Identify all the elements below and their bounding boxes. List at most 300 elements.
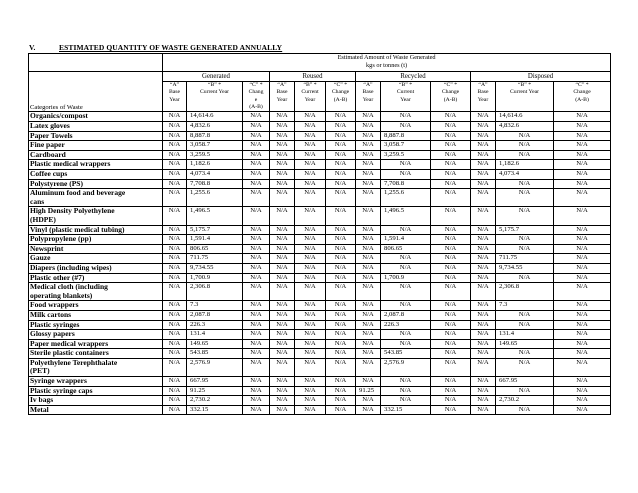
- table-cell: N/A: [163, 254, 187, 264]
- table-cell: N/A: [270, 283, 295, 301]
- table-cell: N/A: [270, 301, 295, 311]
- table-cell: N/A: [496, 244, 554, 254]
- table-cell: N/A: [554, 207, 611, 225]
- table-cell: 226.3: [187, 320, 243, 330]
- table-cell: 2,576.9: [187, 358, 243, 376]
- table-row: [29, 254, 611, 264]
- table-cell: N/A: [471, 131, 496, 141]
- table-cell: 711.75: [496, 254, 554, 264]
- table-cell: N/A: [431, 131, 471, 141]
- table-cell: N/A: [326, 244, 356, 254]
- table-cell: N/A: [295, 122, 326, 132]
- waste-category: [29, 320, 163, 330]
- column-header-line: Chang: [248, 89, 264, 96]
- table-cell: N/A: [356, 150, 381, 160]
- section-number: V.: [29, 43, 36, 52]
- waste-category-line: (PET): [30, 366, 50, 376]
- waste-category: [29, 310, 163, 320]
- table-cell: N/A: [163, 263, 187, 273]
- table-cell: N/A: [381, 225, 431, 235]
- table-row: [29, 405, 611, 415]
- table-cell: N/A: [554, 122, 611, 132]
- table-cell: N/A: [496, 273, 554, 283]
- table-cell: N/A: [295, 207, 326, 225]
- table-cell: N/A: [356, 244, 381, 254]
- table-cell: N/A: [163, 122, 187, 132]
- waste-category: [29, 358, 163, 376]
- table-cell: N/A: [163, 179, 187, 189]
- table-row: [29, 122, 611, 132]
- table-cell: N/A: [295, 349, 326, 359]
- table-cell: N/A: [270, 225, 295, 235]
- column-header: [496, 81, 554, 112]
- waste-category-line: Plastic syringe caps: [30, 386, 93, 395]
- table-cell: N/A: [326, 405, 356, 415]
- table-cell: N/A: [356, 225, 381, 235]
- waste-category: [29, 112, 163, 122]
- table-cell: 1,591.4: [187, 235, 243, 245]
- table-cell: N/A: [554, 189, 611, 207]
- waste-category-line: (HDPE): [30, 214, 56, 224]
- table-cell: N/A: [243, 320, 270, 330]
- column-header-line: Change: [331, 89, 350, 96]
- table-cell: 131.4: [187, 330, 243, 340]
- waste-category-line: operating blankets): [30, 290, 93, 300]
- table-cell: N/A: [163, 160, 187, 170]
- column-header-line: e: [254, 96, 258, 103]
- table-cell: N/A: [471, 254, 496, 264]
- table-cell: N/A: [326, 396, 356, 406]
- waste-category: [29, 386, 163, 396]
- table-cell: N/A: [496, 405, 554, 415]
- table-cell: N/A: [295, 235, 326, 245]
- table-cell: N/A: [270, 207, 295, 225]
- group-reused: Reused: [270, 71, 356, 81]
- table-cell: N/A: [496, 131, 554, 141]
- table-cell: 7.3: [187, 301, 243, 311]
- table-cell: 91.25: [356, 386, 381, 396]
- table-cell: N/A: [243, 396, 270, 406]
- header-categories-of-waste: Categories of Waste: [29, 71, 163, 112]
- waste-category: [29, 273, 163, 283]
- table-cell: N/A: [554, 112, 611, 122]
- table-cell: N/A: [471, 112, 496, 122]
- column-header: [270, 81, 295, 112]
- table-cell: N/A: [356, 349, 381, 359]
- table-cell: N/A: [496, 207, 554, 225]
- table-cell: N/A: [356, 160, 381, 170]
- waste-category-line: Polystyrene (PS): [30, 179, 83, 188]
- table-cell: N/A: [496, 150, 554, 160]
- table-cell: 1,182.6: [187, 160, 243, 170]
- table-cell: N/A: [270, 244, 295, 254]
- table-cell: 1,700.9: [381, 273, 431, 283]
- table-cell: N/A: [381, 170, 431, 180]
- column-header-line: Year: [276, 96, 288, 103]
- table-cell: N/A: [381, 339, 431, 349]
- waste-category: [29, 160, 163, 170]
- table-cell: N/A: [356, 189, 381, 207]
- table-cell: N/A: [496, 349, 554, 359]
- waste-category: [29, 225, 163, 235]
- column-header: [356, 81, 381, 112]
- table-cell: N/A: [243, 112, 270, 122]
- group-disposed: Disposed: [471, 71, 611, 81]
- table-cell: 332.15: [381, 405, 431, 415]
- waste-category: [29, 179, 163, 189]
- table-cell: 1,255.6: [187, 189, 243, 207]
- column-header-line: Year: [477, 96, 489, 103]
- table-cell: N/A: [431, 189, 471, 207]
- table-cell: N/A: [243, 273, 270, 283]
- table-cell: N/A: [270, 405, 295, 415]
- table-cell: 2,087.8: [187, 310, 243, 320]
- table-cell: N/A: [163, 396, 187, 406]
- waste-category: [29, 207, 163, 225]
- table-cell: N/A: [554, 320, 611, 330]
- table-cell: N/A: [431, 358, 471, 376]
- waste-category: [29, 170, 163, 180]
- table-cell: N/A: [326, 150, 356, 160]
- table-cell: N/A: [356, 131, 381, 141]
- table-cell: N/A: [471, 150, 496, 160]
- column-header-line: Year: [169, 96, 180, 103]
- table-row: [29, 225, 611, 235]
- table-cell: N/A: [431, 254, 471, 264]
- table-row: [29, 207, 611, 225]
- table-cell: N/A: [496, 386, 554, 396]
- group-generated: Generated: [163, 71, 270, 81]
- column-header-line: Year: [362, 96, 374, 103]
- table-row: [29, 349, 611, 359]
- table-cell: N/A: [356, 301, 381, 311]
- table-cell: N/A: [163, 310, 187, 320]
- table-cell: N/A: [326, 330, 356, 340]
- table-row: [29, 339, 611, 349]
- table-cell: N/A: [431, 207, 471, 225]
- table-cell: N/A: [163, 386, 187, 396]
- table-row: [29, 112, 611, 122]
- table-row: [29, 263, 611, 273]
- table-cell: N/A: [295, 396, 326, 406]
- table-cell: N/A: [243, 358, 270, 376]
- table-cell: N/A: [356, 141, 381, 151]
- table-cell: N/A: [431, 386, 471, 396]
- table-cell: N/A: [356, 330, 381, 340]
- table-cell: N/A: [270, 320, 295, 330]
- table-row: [29, 141, 611, 151]
- table-cell: N/A: [243, 225, 270, 235]
- table-cell: 1,496.5: [187, 207, 243, 225]
- table-cell: N/A: [163, 207, 187, 225]
- waste-category-line: Aluminum food and beverage: [30, 188, 126, 198]
- table-cell: 4,073.4: [187, 170, 243, 180]
- table-cell: N/A: [326, 386, 356, 396]
- table-cell: N/A: [471, 170, 496, 180]
- table-cell: N/A: [431, 396, 471, 406]
- waste-category-line: Syringe wrappers: [30, 376, 87, 386]
- table-cell: 2,730.2: [496, 396, 554, 406]
- table-cell: N/A: [554, 225, 611, 235]
- table-cell: N/A: [554, 160, 611, 170]
- table-cell: N/A: [356, 358, 381, 376]
- column-header-line: Current Year: [199, 89, 230, 96]
- table-row: [29, 377, 611, 387]
- table-cell: 543.85: [187, 349, 243, 359]
- column-header-line: “C” *: [575, 81, 589, 88]
- table-cell: N/A: [356, 122, 381, 132]
- table-cell: N/A: [471, 179, 496, 189]
- column-header-line: “A”: [363, 81, 373, 88]
- table-row: [29, 283, 611, 301]
- waste-category: [29, 349, 163, 359]
- table-cell: N/A: [270, 377, 295, 387]
- table-cell: N/A: [471, 310, 496, 320]
- waste-category-line: Vinyl (plastic medical tubing): [30, 225, 125, 234]
- waste-category-line: Metal: [30, 405, 49, 414]
- table-cell: N/A: [381, 377, 431, 387]
- table-cell: N/A: [326, 339, 356, 349]
- waste-category-line: Cardboard: [30, 150, 66, 159]
- table-cell: N/A: [270, 141, 295, 151]
- column-header-line: Base: [276, 89, 288, 96]
- table-cell: N/A: [295, 405, 326, 415]
- column-header-line: Base: [477, 89, 489, 96]
- column-header-line: “A”: [277, 81, 287, 88]
- table-cell: N/A: [554, 358, 611, 376]
- table-cell: N/A: [243, 150, 270, 160]
- column-header-line: Current: [396, 89, 415, 96]
- table-cell: N/A: [270, 160, 295, 170]
- table-cell: N/A: [496, 235, 554, 245]
- table-cell: N/A: [295, 179, 326, 189]
- table-row: [29, 160, 611, 170]
- table-cell: N/A: [381, 160, 431, 170]
- table-cell: N/A: [326, 310, 356, 320]
- table-cell: N/A: [326, 301, 356, 311]
- column-header-line: “B” *: [517, 81, 532, 88]
- column-header-line: (A-B): [575, 96, 589, 103]
- table-cell: 4,073.4: [496, 170, 554, 180]
- table-cell: N/A: [431, 310, 471, 320]
- table-cell: N/A: [163, 405, 187, 415]
- table-cell: N/A: [243, 122, 270, 132]
- table-cell: N/A: [326, 349, 356, 359]
- table-cell: N/A: [163, 189, 187, 207]
- column-header-line: (A-B): [249, 104, 263, 111]
- table-cell: N/A: [270, 310, 295, 320]
- table-cell: N/A: [163, 301, 187, 311]
- table-cell: N/A: [471, 225, 496, 235]
- column-header-line: “A”: [169, 81, 180, 88]
- table-cell: N/A: [381, 112, 431, 122]
- table-cell: N/A: [295, 150, 326, 160]
- waste-category: [29, 263, 163, 273]
- table-cell: N/A: [243, 310, 270, 320]
- waste-category-line: Polypropylene (pp): [30, 234, 92, 244]
- table-cell: N/A: [431, 122, 471, 132]
- table-cell: N/A: [243, 263, 270, 273]
- table-row: [29, 273, 611, 283]
- table-row: [29, 320, 611, 330]
- table-cell: N/A: [163, 283, 187, 301]
- table-row: [29, 358, 611, 376]
- header-empty-corner: [29, 54, 163, 72]
- table-cell: N/A: [243, 301, 270, 311]
- waste-category: [29, 141, 163, 151]
- table-cell: 1,496.5: [381, 207, 431, 225]
- table-cell: N/A: [554, 283, 611, 301]
- column-header: [243, 81, 270, 112]
- table-cell: N/A: [326, 235, 356, 245]
- table-row: [29, 189, 611, 207]
- table-cell: N/A: [471, 377, 496, 387]
- table-cell: N/A: [431, 283, 471, 301]
- table-cell: 9,734.55: [187, 263, 243, 273]
- table-cell: N/A: [163, 377, 187, 387]
- table-cell: N/A: [326, 358, 356, 376]
- table-cell: N/A: [163, 349, 187, 359]
- waste-category-line: High Density Polyethylene: [30, 206, 115, 216]
- table-cell: N/A: [326, 263, 356, 273]
- waste-category-line: Gauze: [30, 253, 51, 263]
- table-cell: N/A: [243, 244, 270, 254]
- table-cell: N/A: [270, 112, 295, 122]
- table-cell: N/A: [471, 263, 496, 273]
- column-header-line: “B” *: [207, 81, 222, 88]
- column-header-line: “B” *: [303, 81, 317, 88]
- waste-category-line: Iv bags: [30, 395, 54, 405]
- table-cell: N/A: [243, 254, 270, 264]
- table-cell: N/A: [554, 263, 611, 273]
- table-cell: N/A: [163, 320, 187, 330]
- table-cell: N/A: [270, 386, 295, 396]
- table-cell: N/A: [356, 170, 381, 180]
- waste-category: [29, 283, 163, 301]
- column-header: [295, 81, 326, 112]
- table-cell: N/A: [243, 405, 270, 415]
- table-cell: N/A: [163, 358, 187, 376]
- table-cell: 2,730.2: [187, 396, 243, 406]
- table-cell: N/A: [326, 160, 356, 170]
- section-heading: [29, 43, 282, 52]
- table-cell: N/A: [270, 330, 295, 340]
- column-header-line: “C” *: [443, 81, 458, 88]
- table-cell: N/A: [326, 170, 356, 180]
- column-header-line: “C” *: [249, 81, 263, 88]
- waste-category-line: Latex gloves: [30, 121, 70, 131]
- waste-category: [29, 189, 163, 207]
- table-cell: N/A: [554, 150, 611, 160]
- waste-category-line: Newsprint: [30, 244, 64, 253]
- table-cell: N/A: [295, 225, 326, 235]
- column-header-line: Change: [573, 89, 591, 96]
- table-cell: N/A: [270, 235, 295, 245]
- table-cell: N/A: [431, 349, 471, 359]
- table-cell: N/A: [326, 179, 356, 189]
- table-cell: N/A: [381, 396, 431, 406]
- table-cell: N/A: [295, 330, 326, 340]
- table-cell: 8,887.8: [381, 131, 431, 141]
- table-cell: N/A: [326, 225, 356, 235]
- table-cell: N/A: [356, 179, 381, 189]
- table-cell: N/A: [431, 150, 471, 160]
- table-cell: 806.65: [381, 244, 431, 254]
- table-cell: N/A: [471, 122, 496, 132]
- table-cell: N/A: [270, 396, 295, 406]
- table-cell: N/A: [356, 283, 381, 301]
- table-cell: N/A: [356, 396, 381, 406]
- table-cell: N/A: [431, 225, 471, 235]
- waste-category-line: Food wrappers: [30, 300, 79, 310]
- table-cell: N/A: [270, 349, 295, 359]
- header-estimated-amount: [163, 54, 611, 72]
- table-cell: N/A: [270, 189, 295, 207]
- table-cell: N/A: [356, 320, 381, 330]
- waste-category: [29, 244, 163, 254]
- table-cell: 7,708.8: [187, 179, 243, 189]
- waste-category-line: Milk cartons: [30, 310, 72, 319]
- table-body: [29, 112, 611, 415]
- table-cell: N/A: [243, 349, 270, 359]
- table-cell: N/A: [326, 254, 356, 264]
- table-cell: 1,591.4: [381, 235, 431, 245]
- column-header-line: “A”: [478, 81, 488, 88]
- waste-category-line: Paper Towels: [30, 131, 73, 140]
- table-cell: 2,087.8: [381, 310, 431, 320]
- table-cell: N/A: [356, 263, 381, 273]
- waste-category-line: Organics/compost: [30, 111, 88, 121]
- waste-category-line: Fine paper: [30, 140, 65, 150]
- waste-category-line: Polyethylene Terephthalate: [30, 358, 118, 367]
- table-cell: N/A: [326, 131, 356, 141]
- table-cell: N/A: [381, 263, 431, 273]
- table-cell: N/A: [431, 339, 471, 349]
- table-row: [29, 131, 611, 141]
- column-header-line: Base: [168, 89, 181, 96]
- table-cell: N/A: [431, 377, 471, 387]
- table-cell: N/A: [471, 405, 496, 415]
- waste-category: [29, 131, 163, 141]
- column-header: [554, 81, 611, 112]
- super-header-text: Estimated Amount of Waste Generated: [337, 54, 436, 61]
- table-cell: N/A: [270, 179, 295, 189]
- table-cell: N/A: [270, 254, 295, 264]
- table-cell: 5,175.7: [187, 225, 243, 235]
- waste-category: [29, 254, 163, 264]
- table-cell: N/A: [163, 339, 187, 349]
- section-title: ESTIMATED QUANTITY OF WASTE GENERATED ANNUALLY: [59, 43, 283, 52]
- column-header: [381, 81, 431, 112]
- table-cell: N/A: [163, 170, 187, 180]
- waste-quantity-table: [28, 53, 611, 415]
- table-cell: N/A: [356, 339, 381, 349]
- table-cell: N/A: [295, 131, 326, 141]
- table-cell: 226.3: [381, 320, 431, 330]
- table-cell: N/A: [554, 301, 611, 311]
- table-cell: N/A: [381, 330, 431, 340]
- table-cell: N/A: [554, 131, 611, 141]
- waste-category: [29, 301, 163, 311]
- table-cell: N/A: [295, 377, 326, 387]
- table-cell: N/A: [295, 254, 326, 264]
- table-cell: 91.25: [187, 386, 243, 396]
- table-cell: N/A: [326, 377, 356, 387]
- table-cell: N/A: [471, 386, 496, 396]
- table-cell: N/A: [163, 131, 187, 141]
- table-cell: N/A: [554, 310, 611, 320]
- column-header: [431, 81, 471, 112]
